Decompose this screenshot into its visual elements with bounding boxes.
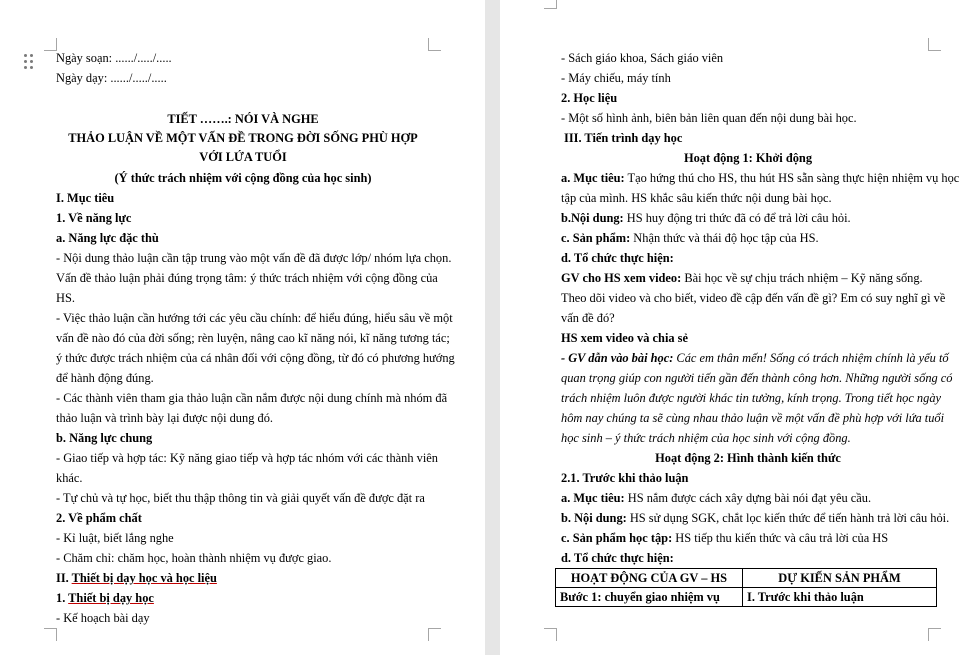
heading-qualities: 2. Về phẩm chất xyxy=(56,511,142,525)
heading-number: 1. xyxy=(56,591,69,605)
paragraph-line: thảo luận và trình bày lại được nội dung đó. xyxy=(56,411,273,425)
paragraph-line: - Máy chiếu, máy tính xyxy=(561,71,671,85)
crop-mark xyxy=(44,38,57,51)
text: HS tiếp thu kiến thức và câu trả lời của HS xyxy=(672,531,889,545)
label: a. Mục tiêu: xyxy=(561,171,625,185)
paragraph-line xyxy=(561,231,819,245)
heading-organize-2: d. Tổ chức thực hiện: xyxy=(561,551,674,565)
table-row xyxy=(556,588,937,607)
paragraph-line: khác. xyxy=(56,471,83,485)
paragraph-line: Theo dõi video và cho biết, video đề cập đến vấn đề gì? Em có suy nghĩ gì về xyxy=(561,291,946,305)
table-header-cell: DỰ KIẾN SẢN PHẨM xyxy=(743,569,937,588)
paragraph-line: trách nhiệm luôn được người khác tin tưởng, kính trọng. Trong tiết học ngày xyxy=(561,391,942,405)
page-gutter xyxy=(485,0,500,655)
heading-organize: d. Tổ chức thực hiện: xyxy=(561,251,674,265)
label: b.Nội dung: xyxy=(561,211,624,225)
heading-activity-1: Hoạt động 1: Khởi động xyxy=(683,151,813,165)
heading-general-competence: b. Năng lực chung xyxy=(56,431,153,445)
paragraph-line: để hành động đúng. xyxy=(56,371,154,385)
text: Tạo hứng thú cho HS, thu hút HS sẵn sàng thực hiện nhiệm vụ học xyxy=(624,171,960,185)
heading-text: Thiết bị dạy học xyxy=(68,591,154,605)
paragraph-line: vấn đề đó? xyxy=(561,311,615,325)
table-cell: Bước 1: chuyển giao nhiệm vụ xyxy=(556,588,743,607)
label: c. Sản phẩm: xyxy=(561,231,631,245)
crop-mark xyxy=(544,0,557,9)
heading-objectives: I. Mục tiêu xyxy=(56,191,115,205)
paragraph-line: học sinh – ý thức trách nhiệm của học sinh với cộng đồng. xyxy=(561,431,851,445)
date-taught: Ngày dạy: ....../...../..... xyxy=(56,71,167,85)
text: HS sử dụng SGK, chắt lọc kiến thức để tiến hành trả lời câu hỏi. xyxy=(626,511,950,525)
paragraph-line: - Việc thảo luận cần hướng tới các yêu cầu chính: để hiểu đúng, hiểu sâu về một xyxy=(56,311,453,325)
label: c. Sản phẩm học tập: xyxy=(561,531,673,545)
paragraph-line: vấn đề nào đó của đời sống; rèn luyện, nâng cao kĩ năng nói, kĩ năng tương tác; xyxy=(56,331,450,345)
paragraph-line xyxy=(561,171,960,185)
text: HS nắm được cách xây dựng bài nói đạt yêu cầu. xyxy=(624,491,872,505)
heading-activity-2: Hoạt động 2: Hình thành kiến thức xyxy=(655,451,841,465)
paragraph-line: ý thức được trách nhiệm của cá nhân đối với cộng đồng, từ đó có phương hướng xyxy=(56,351,455,365)
text: HS huy động tri thức đã có để trả lời câu hỏi. xyxy=(623,211,851,225)
paragraph-line: hôm nay chúng ta sẽ cùng nhau thảo luận về một vấn đề phù hợp với lứa tuổi xyxy=(561,411,945,425)
paragraph-line: - Nội dung thảo luận cần tập trung vào một vấn đề đã được lớp/ nhóm lựa chọn. xyxy=(56,251,452,265)
text: Nhận thức và thái độ học tập của HS. xyxy=(630,231,819,245)
paragraph-line xyxy=(561,531,888,545)
paragraph-line xyxy=(561,351,949,365)
table-cell: I. Trước khi thảo luận xyxy=(743,588,937,607)
label: b. Nội dung: xyxy=(561,511,627,525)
heading-competence: 1. Về năng lực xyxy=(56,211,132,225)
paragraph-line: - Các thành viên tham gia thảo luận cần nắm được nội dung chính mà nhóm đã xyxy=(56,391,448,405)
paragraph-line: - Sách giáo khoa, Sách giáo viên xyxy=(561,51,724,65)
lesson-title-line3: VỚI LỨA TUỔI xyxy=(199,150,287,164)
crop-mark xyxy=(544,628,557,641)
heading-number: II. xyxy=(56,571,72,585)
paragraph-line: - Tự chủ và tự học, biết thu thập thông tin và giải quyết vấn đề được đặt ra xyxy=(56,491,425,505)
activity-table xyxy=(555,568,937,607)
text: Các em thân mến! Sống có trách nhiệm chính là yếu tố xyxy=(673,351,949,365)
date-prepared: Ngày soạn: ....../...../..... xyxy=(56,51,172,65)
heading-teaching-equipment xyxy=(56,591,154,605)
heading-materials: 2. Học liệu xyxy=(561,91,618,105)
paragraph-line: - Một số hình ảnh, biên bản liên quan đến nội dung bài học. xyxy=(561,111,857,125)
document-page-1 xyxy=(0,0,485,655)
heading-equipment xyxy=(56,571,217,585)
lesson-subtitle: (Ý thức trách nhiệm với cộng đồng của học sinh) xyxy=(114,171,372,185)
move-handle-icon[interactable] xyxy=(24,54,36,70)
table-header-cell: HOẠT ĐỘNG CỦA GV – HS xyxy=(556,569,743,588)
crop-mark xyxy=(428,38,441,51)
paragraph-line: - Chăm chỉ: chăm học, hoàn thành nhiệm vụ được giao. xyxy=(56,551,332,565)
paragraph-line xyxy=(561,491,871,505)
label: - GV dẫn vào bài học: xyxy=(561,351,674,365)
heading-before-discussion: 2.1. Trước khi thảo luận xyxy=(561,471,689,485)
paragraph-line: Vấn đề thảo luận phải đúng trọng tâm: ý thức trách nhiệm với cộng đồng của xyxy=(56,271,438,285)
crop-mark xyxy=(428,628,441,641)
label: GV cho HS xem video: xyxy=(561,271,682,285)
paragraph-line: HS. xyxy=(56,291,75,305)
paragraph-line: quan trọng giúp con người tiến gần đến thành công hơn. Những người sống có xyxy=(561,371,953,385)
lesson-title: TIẾT …….: NÓI VÀ NGHE xyxy=(167,112,319,126)
label: a. Mục tiêu: xyxy=(561,491,625,505)
paragraph-line: - Kế hoạch bài dạy xyxy=(56,611,150,625)
crop-mark xyxy=(44,628,57,641)
paragraph-line xyxy=(561,271,923,285)
paragraph-line: - Giao tiếp và hợp tác: Kỹ năng giao tiếp và hợp tác nhóm với các thành viên xyxy=(56,451,438,465)
heading-watch-video: HS xem video và chia sẻ xyxy=(561,331,688,345)
paragraph-line xyxy=(561,511,949,525)
heading-procedure: III. Tiến trình dạy học xyxy=(564,131,683,145)
text: Bài học về sự chịu trách nhiệm – Kỹ năng sống. xyxy=(681,271,923,285)
crop-mark xyxy=(928,38,941,51)
lesson-title-line2: THẢO LUẬN VỀ MỘT VẤN ĐỀ TRONG ĐỜI SỐNG PHÙ HỢP xyxy=(68,131,418,145)
heading-specific-competence: a. Năng lực đặc thù xyxy=(56,231,159,245)
crop-mark xyxy=(928,628,941,641)
paragraph-line: - Kỉ luật, biết lắng nghe xyxy=(56,531,174,545)
heading-text: Thiết bị dạy học và học liệu xyxy=(71,571,217,585)
paragraph-line: tập của mình. HS khắc sâu kiến thức nội dung bài học. xyxy=(561,191,832,205)
table-header-row xyxy=(556,569,937,588)
paragraph-line xyxy=(561,211,851,225)
